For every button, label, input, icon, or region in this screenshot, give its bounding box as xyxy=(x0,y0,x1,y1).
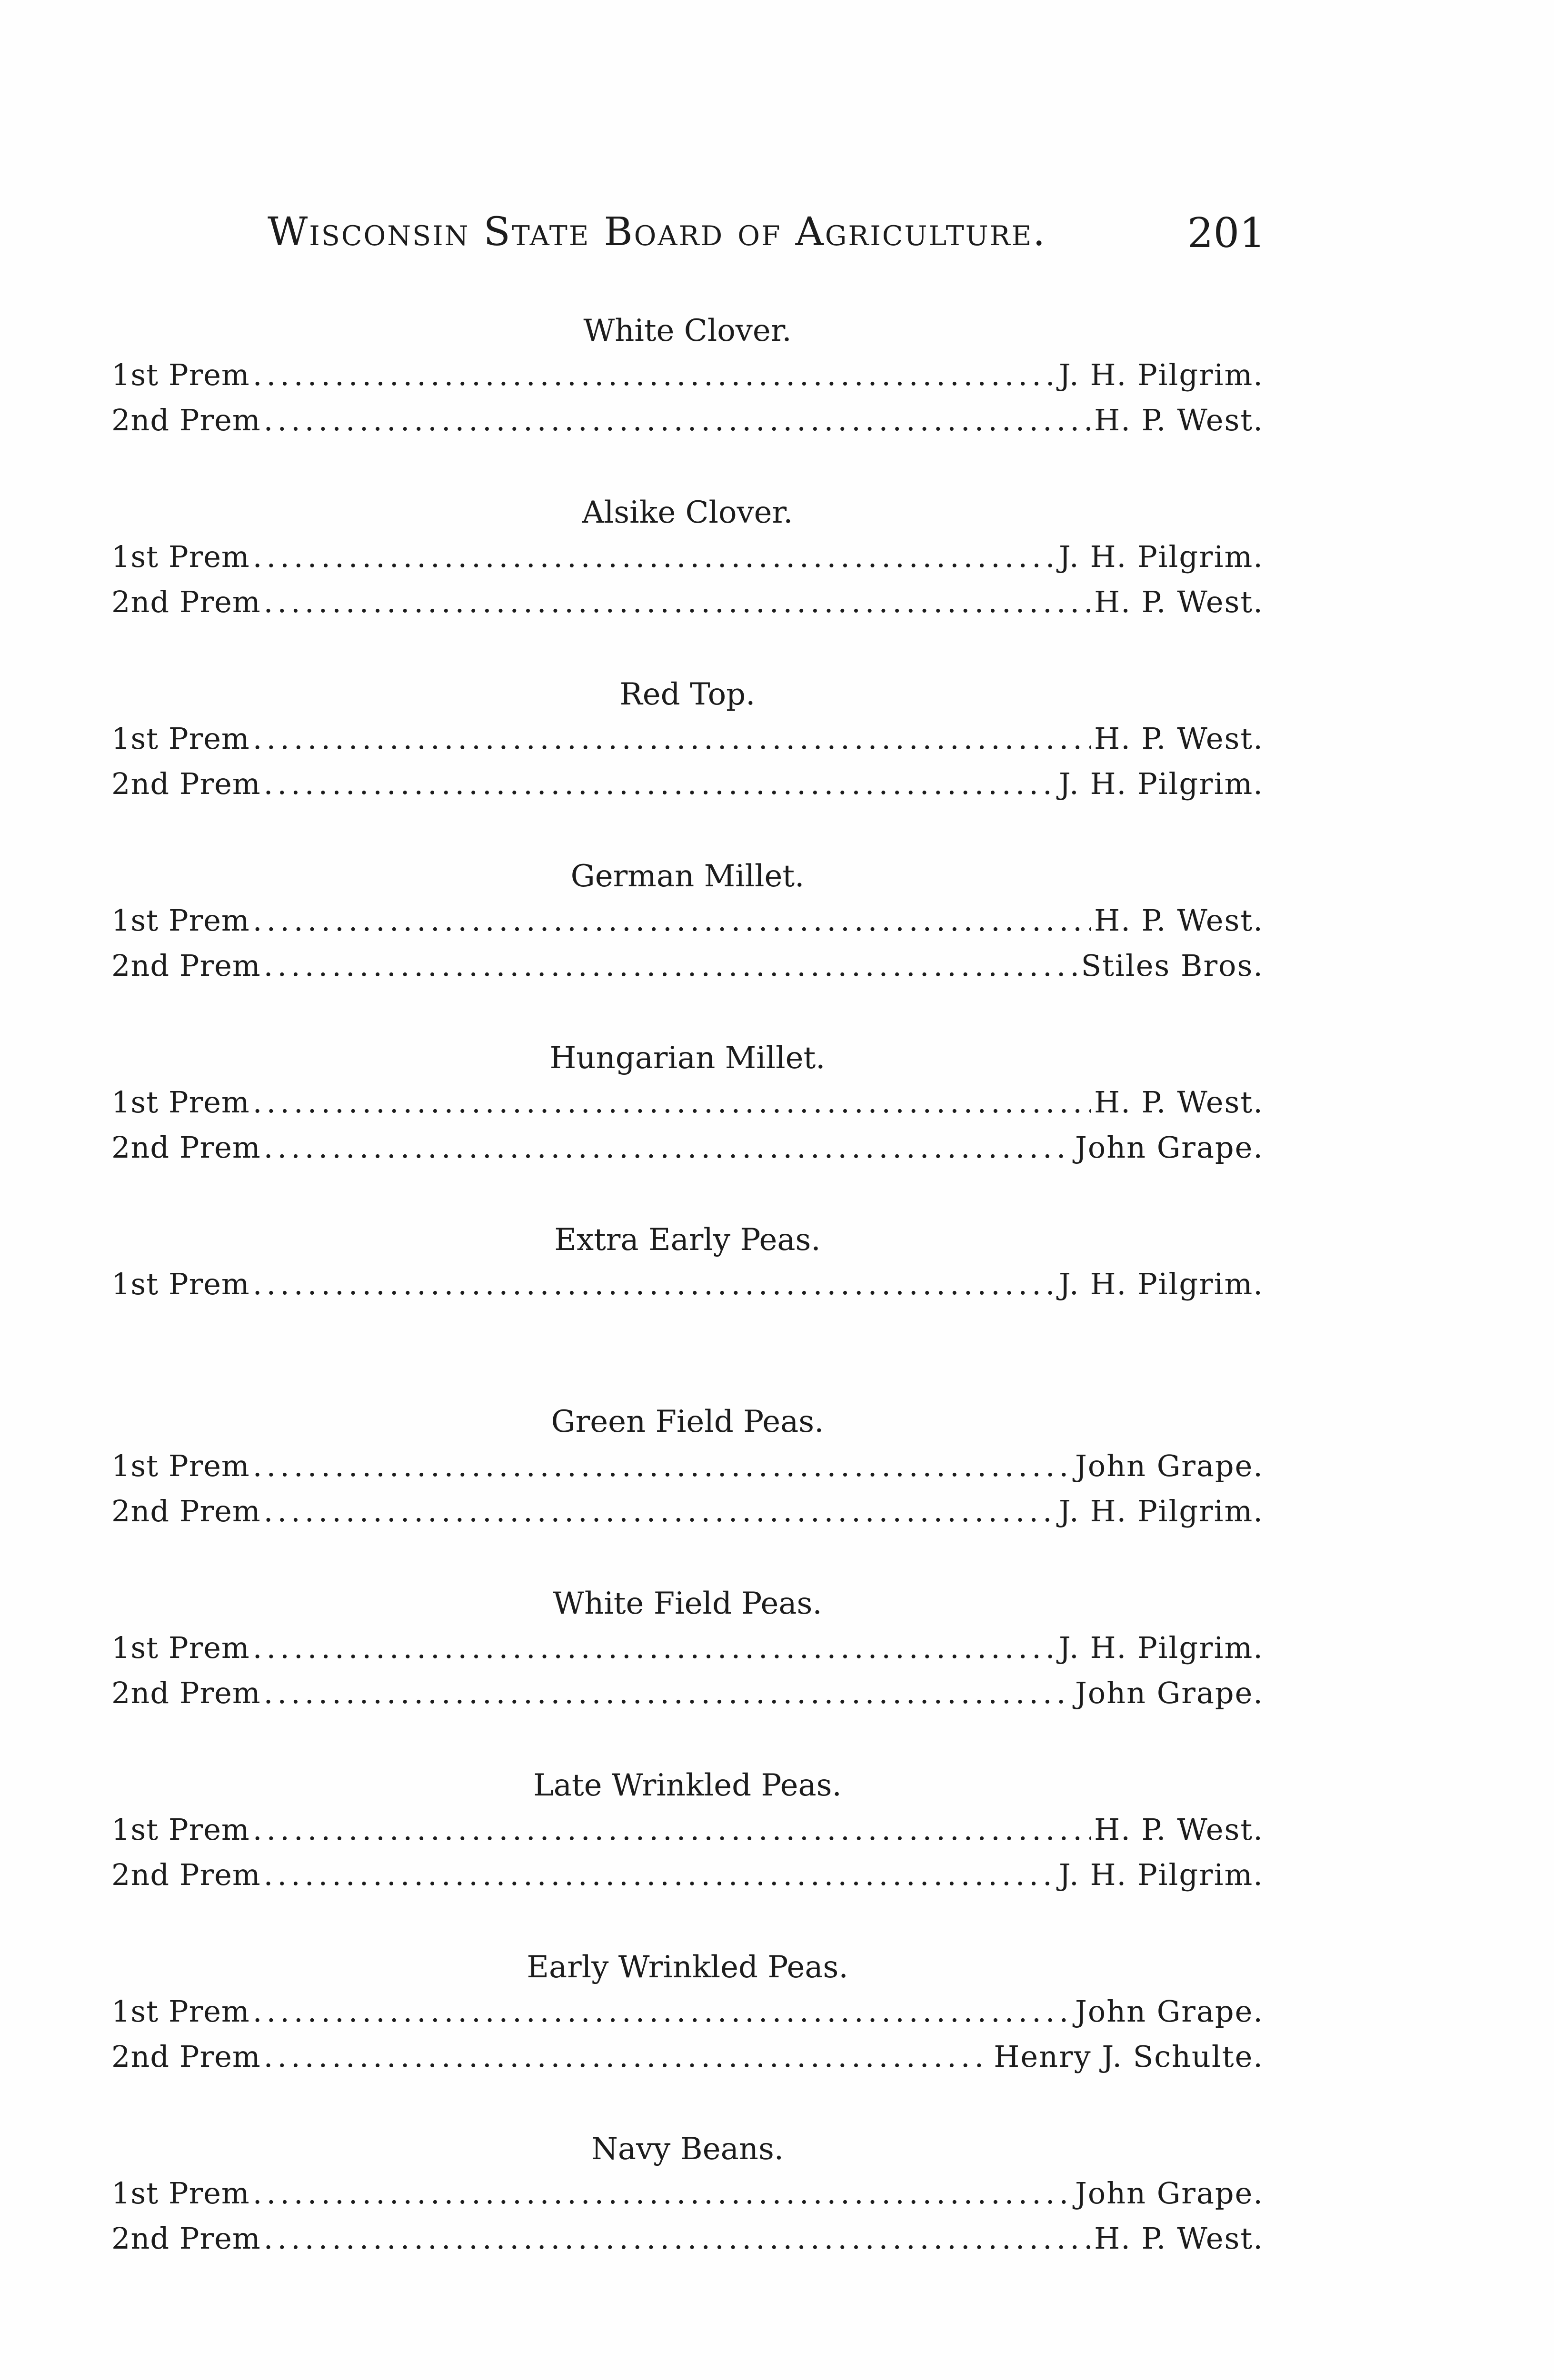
premium-winner: John Grape. xyxy=(1075,1448,1264,1483)
award-section xyxy=(111,855,1264,1037)
section-title: German Millet. xyxy=(570,859,805,894)
premium-entry xyxy=(111,1989,1264,2034)
premium-entry xyxy=(111,2171,1264,2216)
premium-winner: Stiles Bros. xyxy=(1081,948,1264,983)
dot-leader xyxy=(264,2216,1092,2261)
premium-entry xyxy=(111,1125,1264,1170)
premium-rank: 2nd Prem xyxy=(111,948,261,983)
award-section xyxy=(111,2128,1264,2310)
section-title: Extra Early Peas. xyxy=(554,1222,821,1258)
award-section xyxy=(111,309,1264,491)
premium-entry xyxy=(111,2034,1264,2079)
premium-entry xyxy=(111,579,1264,625)
premium-winner: H. P. West. xyxy=(1094,903,1264,938)
page-number: 201 xyxy=(1187,209,1265,257)
premium-rank: 1st Prem xyxy=(111,721,250,756)
premium-rank: 2nd Prem xyxy=(111,2221,261,2256)
dot-leader xyxy=(253,352,1056,397)
premium-entry xyxy=(111,898,1264,943)
premium-winner: J. H. Pilgrim. xyxy=(1059,1267,1264,1301)
premium-entry xyxy=(111,352,1264,397)
dot-leader xyxy=(253,1625,1056,1670)
dot-leader xyxy=(253,898,1091,943)
award-section xyxy=(111,1219,1264,1400)
section-title: White Field Peas. xyxy=(553,1586,822,1621)
premium-winner: H. P. West. xyxy=(1094,403,1264,437)
section-title: Navy Beans. xyxy=(591,2132,784,2167)
award-section xyxy=(111,673,1264,855)
premium-entry xyxy=(111,761,1264,806)
premium-rank: 1st Prem xyxy=(111,1812,250,1847)
premium-winner: H. P. West. xyxy=(1094,585,1264,619)
dot-leader xyxy=(253,534,1056,579)
premium-list xyxy=(111,309,1264,2310)
dot-leader xyxy=(264,397,1092,443)
premium-winner: J. H. Pilgrim. xyxy=(1059,1494,1264,1528)
section-title: Early Wrinkled Peas. xyxy=(527,1950,848,1985)
award-section xyxy=(111,491,1264,673)
premium-winner: H. P. West. xyxy=(1094,1085,1264,1120)
premium-winner: J. H. Pilgrim. xyxy=(1059,1630,1264,1665)
premium-rank: 1st Prem xyxy=(111,539,250,574)
premium-winner: J. H. Pilgrim. xyxy=(1059,1857,1264,1892)
dot-leader xyxy=(264,761,1056,806)
premium-rank: 1st Prem xyxy=(111,2176,250,2211)
dot-leader xyxy=(253,716,1091,761)
premium-winner: J. H. Pilgrim. xyxy=(1059,357,1264,392)
premium-winner: John Grape. xyxy=(1075,1130,1264,1165)
premium-winner: H. P. West. xyxy=(1094,721,1264,756)
dot-leader xyxy=(264,1852,1056,1897)
premium-entry xyxy=(111,1443,1264,1488)
premium-winner: H. P. West. xyxy=(1094,1812,1264,1847)
premium-rank: 2nd Prem xyxy=(111,1130,261,1165)
dot-leader xyxy=(264,1488,1056,1534)
dot-leader xyxy=(253,1443,1072,1488)
premium-entry xyxy=(111,397,1264,443)
premium-entry xyxy=(111,1488,1264,1534)
premium-entry xyxy=(111,1625,1264,1670)
premium-winner: J. H. Pilgrim. xyxy=(1059,539,1264,574)
premium-rank: 1st Prem xyxy=(111,357,250,392)
premium-rank: 2nd Prem xyxy=(111,1494,261,1528)
page-header xyxy=(268,209,1265,262)
dot-leader xyxy=(264,579,1092,625)
award-section xyxy=(111,1946,1264,2128)
premium-rank: 1st Prem xyxy=(111,1994,250,2029)
premium-winner: John Grape. xyxy=(1075,2176,1264,2211)
premium-rank: 2nd Prem xyxy=(111,1676,261,1710)
award-section xyxy=(111,1582,1264,1764)
dot-leader xyxy=(264,943,1078,988)
premium-entry xyxy=(111,1807,1264,1852)
premium-rank: 2nd Prem xyxy=(111,766,261,801)
premium-rank: 1st Prem xyxy=(111,1448,250,1483)
premium-rank: 2nd Prem xyxy=(111,2039,261,2074)
premium-rank: 2nd Prem xyxy=(111,1857,261,1892)
premium-rank: 2nd Prem xyxy=(111,585,261,619)
premium-winner: J. H. Pilgrim. xyxy=(1059,766,1264,801)
premium-entry xyxy=(111,1852,1264,1897)
dot-leader xyxy=(253,1989,1072,2034)
running-head: Wisconsin State Board of Agriculture. xyxy=(268,209,1047,255)
dot-leader xyxy=(253,2171,1072,2216)
premium-entry xyxy=(111,534,1264,579)
award-section xyxy=(111,1400,1264,1582)
premium-rank: 1st Prem xyxy=(111,1630,250,1665)
section-title: Red Top. xyxy=(619,677,756,712)
dot-leader xyxy=(253,1807,1091,1852)
premium-rank: 1st Prem xyxy=(111,1267,250,1301)
premium-rank: 2nd Prem xyxy=(111,403,261,437)
premium-entry xyxy=(111,943,1264,988)
premium-winner: John Grape. xyxy=(1075,1676,1264,1710)
premium-winner: John Grape. xyxy=(1075,1994,1264,2029)
premium-rank: 1st Prem xyxy=(111,903,250,938)
premium-entry xyxy=(111,716,1264,761)
award-section xyxy=(111,1037,1264,1219)
section-title: White Clover. xyxy=(583,313,792,348)
premium-entry xyxy=(111,1080,1264,1125)
dot-leader xyxy=(264,1670,1072,1716)
award-section xyxy=(111,1764,1264,1946)
premium-entry xyxy=(111,2216,1264,2261)
premium-entry xyxy=(111,1670,1264,1716)
premium-entry xyxy=(111,1261,1264,1307)
dot-leader xyxy=(264,1125,1072,1170)
section-title: Green Field Peas. xyxy=(551,1404,824,1439)
premium-winner: Henry J. Schulte. xyxy=(994,2039,1264,2074)
premium-winner: H. P. West. xyxy=(1094,2221,1264,2256)
dot-leader xyxy=(253,1080,1091,1125)
section-title: Late Wrinkled Peas. xyxy=(533,1768,842,1803)
section-title: Hungarian Millet. xyxy=(549,1041,826,1076)
dot-leader xyxy=(253,1261,1056,1307)
premium-rank: 1st Prem xyxy=(111,1085,250,1120)
dot-leader xyxy=(264,2034,991,2079)
section-title: Alsike Clover. xyxy=(582,495,793,530)
